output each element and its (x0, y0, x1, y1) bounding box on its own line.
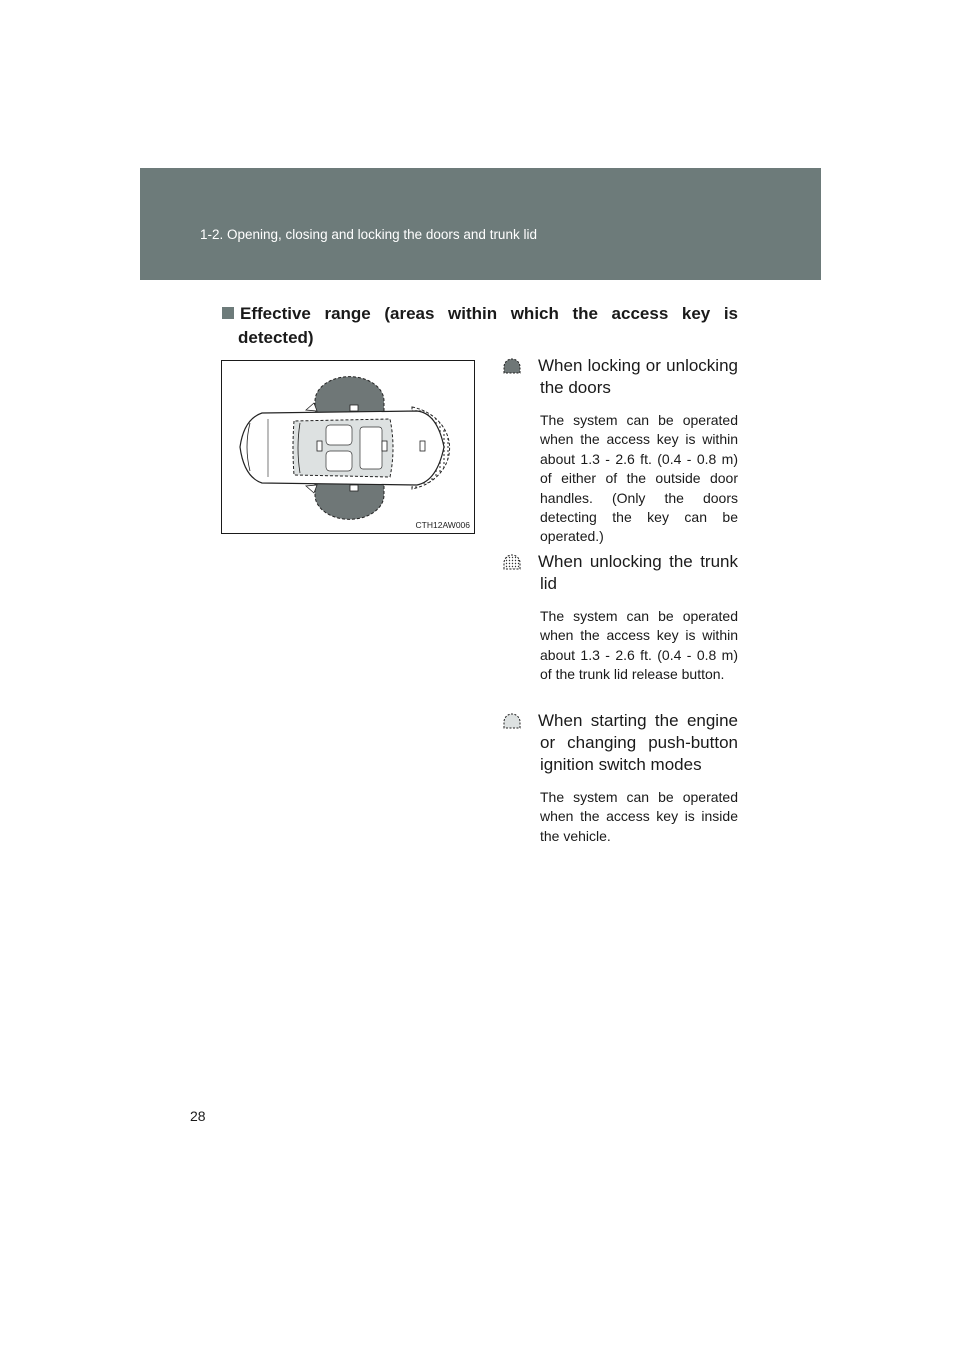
legend-heading: When locking or unlocking the doors (538, 356, 738, 397)
legend-item-trunk-zone (502, 551, 738, 685)
page-number: 28 (190, 1108, 206, 1124)
legend-heading: When unlocking the trunk lid (538, 552, 738, 593)
legend-item-door-zone (502, 355, 738, 547)
legend-heading: When starting the engine or changing push-button ignition switch modes (538, 711, 738, 774)
square-bullet-icon (222, 307, 234, 319)
legend-description: The system can be operated when the access key is within about 1.3 - 2.6 ft. (0.4 - 0.8 m) of either of the outside door handles. (Only the doors detecting the key can be operated.) (540, 412, 738, 545)
driver-door-zone (315, 377, 384, 416)
effective-range-diagram (221, 360, 475, 534)
chapter-header-band (140, 168, 821, 280)
legend-description: The system can be operated when the access key is within about 1.3 - 2.6 ft. (0.4 - 0.8 m) of the trunk lid release button. (540, 608, 738, 683)
passenger-door-zone (315, 479, 384, 519)
car-top-view-illustration (222, 361, 474, 533)
legend-description: The system can be operated when the access key is inside the vehicle. (540, 789, 738, 844)
legend-item-interior-zone (502, 710, 738, 846)
dotted-zone-icon (502, 553, 522, 571)
figure-code: CTH12AW006 (415, 520, 470, 530)
section-reference: 1-2. Opening, closing and locking the doors and trunk lid (200, 227, 537, 242)
section-title-line-2: detected) (238, 328, 314, 347)
section-title (222, 302, 738, 350)
solid-zone-icon (502, 357, 522, 375)
interior-zone-icon (502, 712, 522, 730)
section-title-line-1: Effective range (areas within which the access key is (240, 304, 738, 323)
